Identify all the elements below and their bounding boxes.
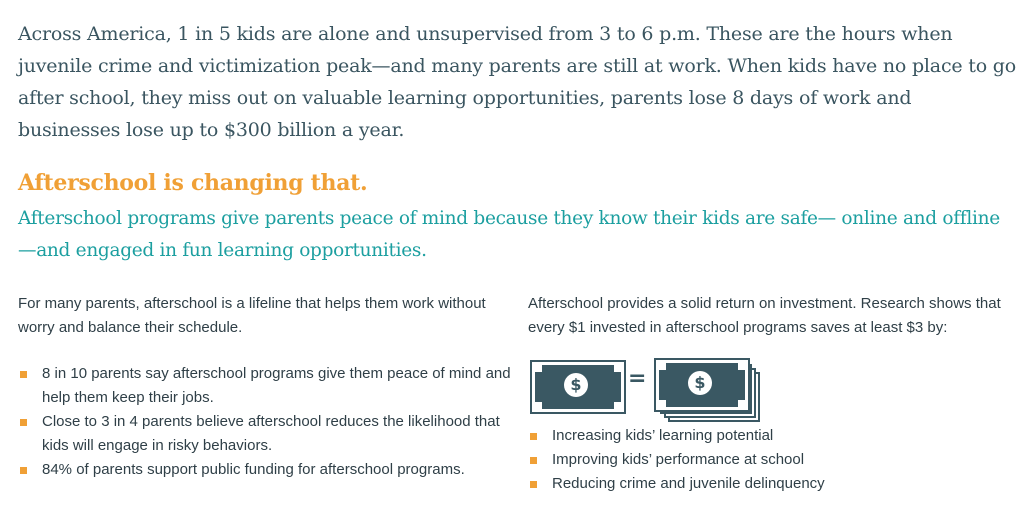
bullet-square-icon (20, 371, 27, 378)
roi-bullet-list (528, 424, 1018, 496)
parents-lead: For many parents, afterschool is a lifeline that helps them work without worry and balance their schedule. (18, 295, 486, 336)
bullet-square-icon (530, 433, 537, 440)
list-item: Increasing kids’ learning potential (528, 424, 1018, 448)
equals-sign: = (628, 366, 647, 391)
money-illustration (528, 354, 1018, 414)
dollar-coin-icon: $ (564, 373, 588, 397)
section-subheading: Afterschool programs give parents peace of mind because they know their kids are safe— online and offline—and engaged in fun learning opportunities. (18, 208, 1000, 261)
bullet-square-icon (530, 457, 537, 464)
list-item: 8 in 10 parents say afterschool programs give them peace of mind and help them keep their jobs. (18, 362, 518, 410)
list-item: Reducing crime and juvenile delinquency (528, 472, 1018, 496)
dollar-coin-icon: $ (688, 371, 712, 395)
roi-lead: Afterschool provides a solid return on investment. Research shows that every $1 invested in afterschool programs saves at least $3 by: (528, 295, 1001, 336)
intro-paragraph: Across America, 1 in 5 kids are alone and unsupervised from 3 to 6 p.m. These are the hours when juvenile crime and victimization peak—and many parents are still at work. When kids have no place to go after school, they miss out on valuable learning opportunities, parents lose 8 days of work and businesses lose up to $300 billion a year. (18, 23, 1016, 141)
section-heading: Afterschool is changing that. (18, 170, 368, 196)
list-item: 84% of parents support public funding for afterschool programs. (18, 458, 518, 482)
bullet-square-icon (20, 419, 27, 426)
roi-column (528, 292, 1018, 496)
single-dollar-bill-icon (532, 362, 624, 412)
list-item: Close to 3 in 4 parents believe afterschool reduces the likelihood that kids will engage in risky behaviors. (18, 410, 518, 458)
parents-bullet-list (18, 362, 518, 482)
list-item: Improving kids’ performance at school (528, 448, 1018, 472)
parents-column (18, 292, 518, 482)
bullet-square-icon (20, 467, 27, 474)
bullet-square-icon (530, 481, 537, 488)
